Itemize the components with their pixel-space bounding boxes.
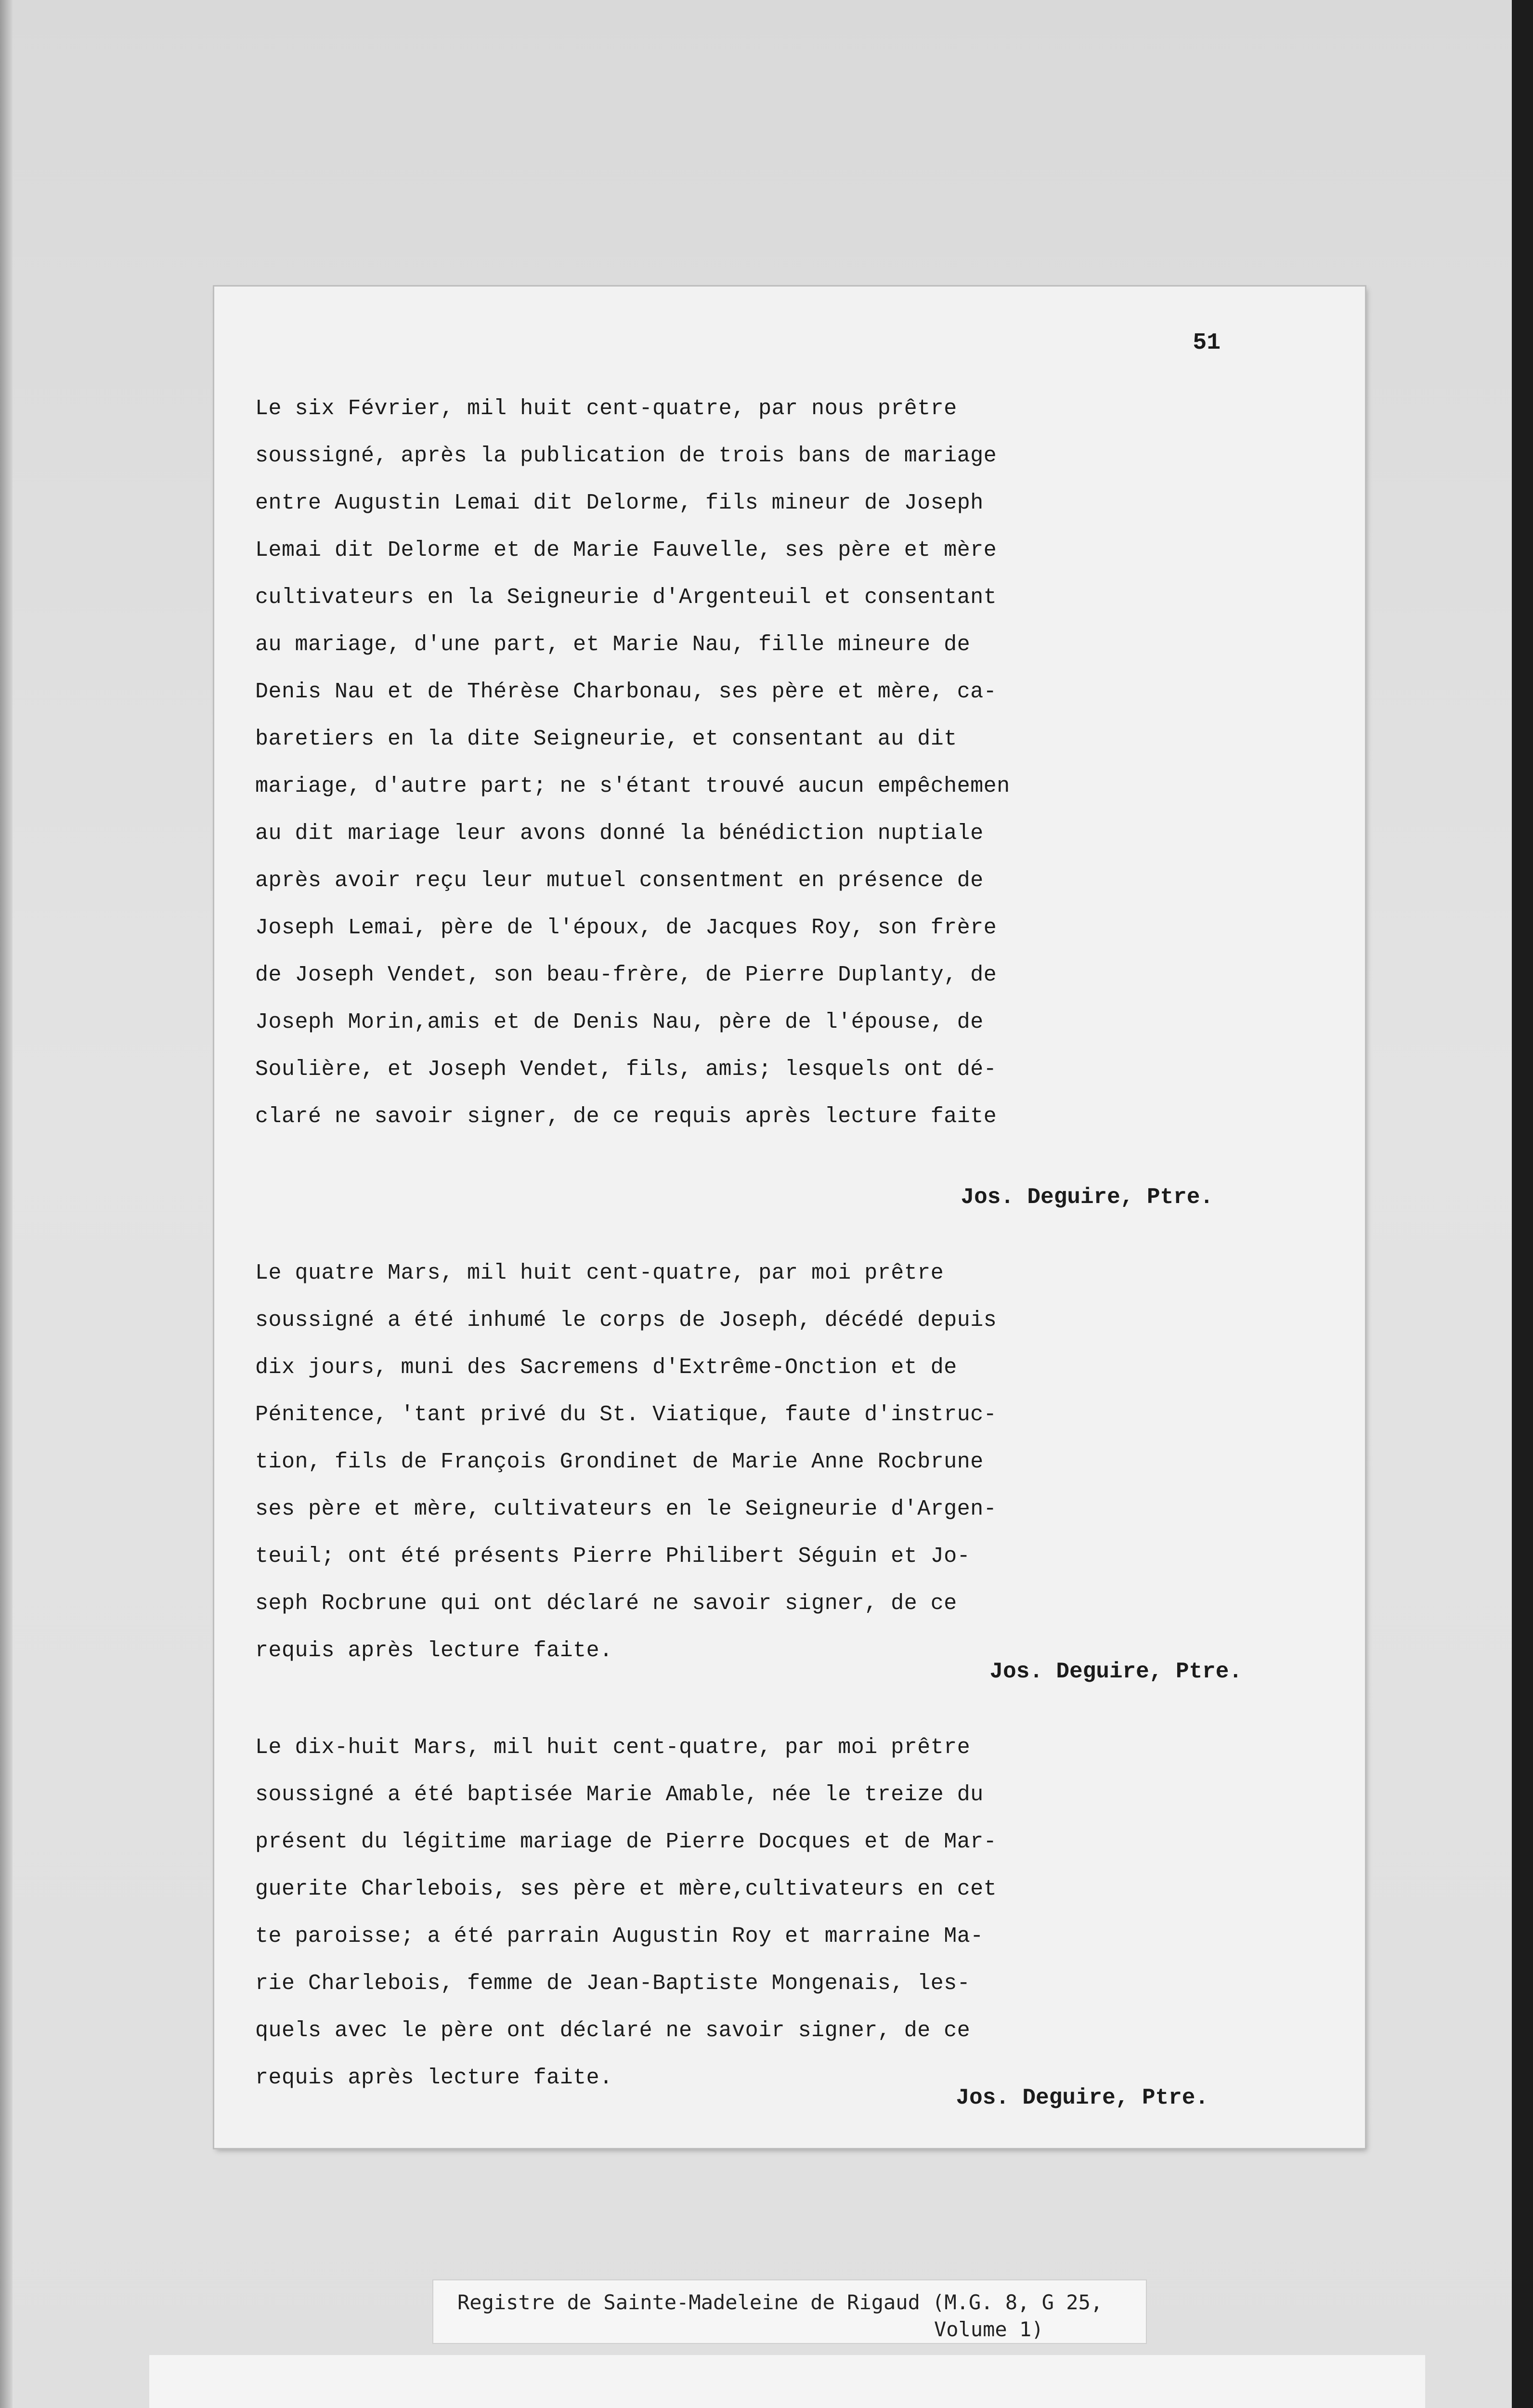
entry-line: Soulière, et Joseph Vendet, fils, amis; lesquels ont dé- bbox=[255, 1057, 997, 1082]
entry-line: Le quatre Mars, mil huit cent-quatre, par moi prêtre bbox=[255, 1261, 944, 1285]
entry-line: rie Charlebois, femme de Jean-Baptiste Mongenais, les- bbox=[255, 1971, 971, 1996]
register-entry-baptism bbox=[255, 1724, 1083, 2102]
entry-line: te paroisse; a été parrain Augustin Roy et marraine Ma- bbox=[255, 1924, 984, 1949]
entry-line: seph Rocbrune qui ont déclaré ne savoir signer, de ce bbox=[255, 1591, 957, 1616]
entry-line: Pénitence, 'tant privé du St. Viatique, faute d'instruc- bbox=[255, 1402, 997, 1427]
entry-line: ses père et mère, cultivateurs en le Seigneurie d'Argen- bbox=[255, 1497, 997, 1521]
entry-line: mariage, d'autre part; ne s'étant trouvé aucun empêchemen bbox=[255, 774, 1010, 798]
entry-line: claré ne savoir signer, de ce requis après lecture faite bbox=[255, 1104, 997, 1129]
entry-line: soussigné a été inhumé le corps de Joseph, décédé depuis bbox=[255, 1308, 997, 1333]
entry-line: après avoir reçu leur mutuel consentment en présence de bbox=[255, 868, 984, 893]
entry-line: entre Augustin Lemai dit Delorme, fils mineur de Joseph bbox=[255, 491, 984, 515]
entry-line: présent du légitime mariage de Pierre Docques et de Mar- bbox=[255, 1830, 997, 1854]
signature: Jos. Deguire, Ptre. bbox=[961, 1185, 1213, 1210]
archives-board bbox=[149, 2355, 1425, 2408]
film-edge-left bbox=[0, 0, 13, 2408]
entry-line: au mariage, d'une part, et Marie Nau, fille mineure de bbox=[255, 632, 971, 657]
register-entry-burial bbox=[255, 1250, 1083, 1675]
signature: Jos. Deguire, Ptre. bbox=[956, 2085, 1208, 2110]
entry-line: tion, fils de François Grondinet de Marie Anne Rocbrune bbox=[255, 1450, 984, 1474]
reference-label-line: Registre de Sainte-Madeleine de Rigaud (M.G. 8, G 25, bbox=[457, 2290, 1103, 2314]
entry-line: Lemai dit Delorme et de Marie Fauvelle, ses père et mère bbox=[255, 538, 997, 563]
entry-line: guerite Charlebois, ses père et mère,cultivateurs en cet bbox=[255, 1877, 997, 1901]
entry-line: baretiers en la dite Seigneurie, et consentant au dit bbox=[255, 727, 957, 751]
entry-line: requis après lecture faite. bbox=[255, 2066, 613, 2090]
entry-line: teuil; ont été présents Pierre Philibert Séguin et Jo- bbox=[255, 1544, 971, 1569]
entry-line: Joseph Morin,amis et de Denis Nau, père de l'épouse, de bbox=[255, 1010, 984, 1034]
entry-line: au dit mariage leur avons donné la bénédiction nuptiale bbox=[255, 821, 984, 846]
entry-line: soussigné, après la publication de trois bans de mariage bbox=[255, 444, 997, 468]
entry-line: requis après lecture faite. bbox=[255, 1638, 613, 1663]
entry-line: Joseph Lemai, père de l'époux, de Jacques Roy, son frère bbox=[255, 916, 997, 940]
register-entry-marriage bbox=[255, 385, 1083, 1140]
entry-line: de Joseph Vendet, son beau-frère, de Pierre Duplanty, de bbox=[255, 963, 997, 987]
entry-line: cultivateurs en la Seigneurie d'Argenteuil et consentant bbox=[255, 585, 997, 610]
entry-line: dix jours, muni des Sacremens d'Extrême-Onction et de bbox=[255, 1355, 957, 1380]
reference-label bbox=[433, 2280, 1146, 2343]
signature: Jos. Deguire, Ptre. bbox=[989, 1659, 1242, 1684]
page-number: 51 bbox=[1193, 330, 1221, 356]
entry-line: Le dix-huit Mars, mil huit cent-quatre, par moi prêtre bbox=[255, 1735, 971, 1760]
film-edge-right bbox=[1512, 0, 1533, 2408]
entry-line: Denis Nau et de Thérèse Charbonau, ses père et mère, ca- bbox=[255, 680, 997, 704]
entry-line: Le six Février, mil huit cent-quatre, par nous prêtre bbox=[255, 396, 957, 421]
entry-line: soussigné a été baptisée Marie Amable, née le treize du bbox=[255, 1782, 984, 1807]
entry-line: quels avec le père ont déclaré ne savoir signer, de ce bbox=[255, 2018, 971, 2043]
reference-label-line: Volume 1) bbox=[934, 2317, 1044, 2341]
